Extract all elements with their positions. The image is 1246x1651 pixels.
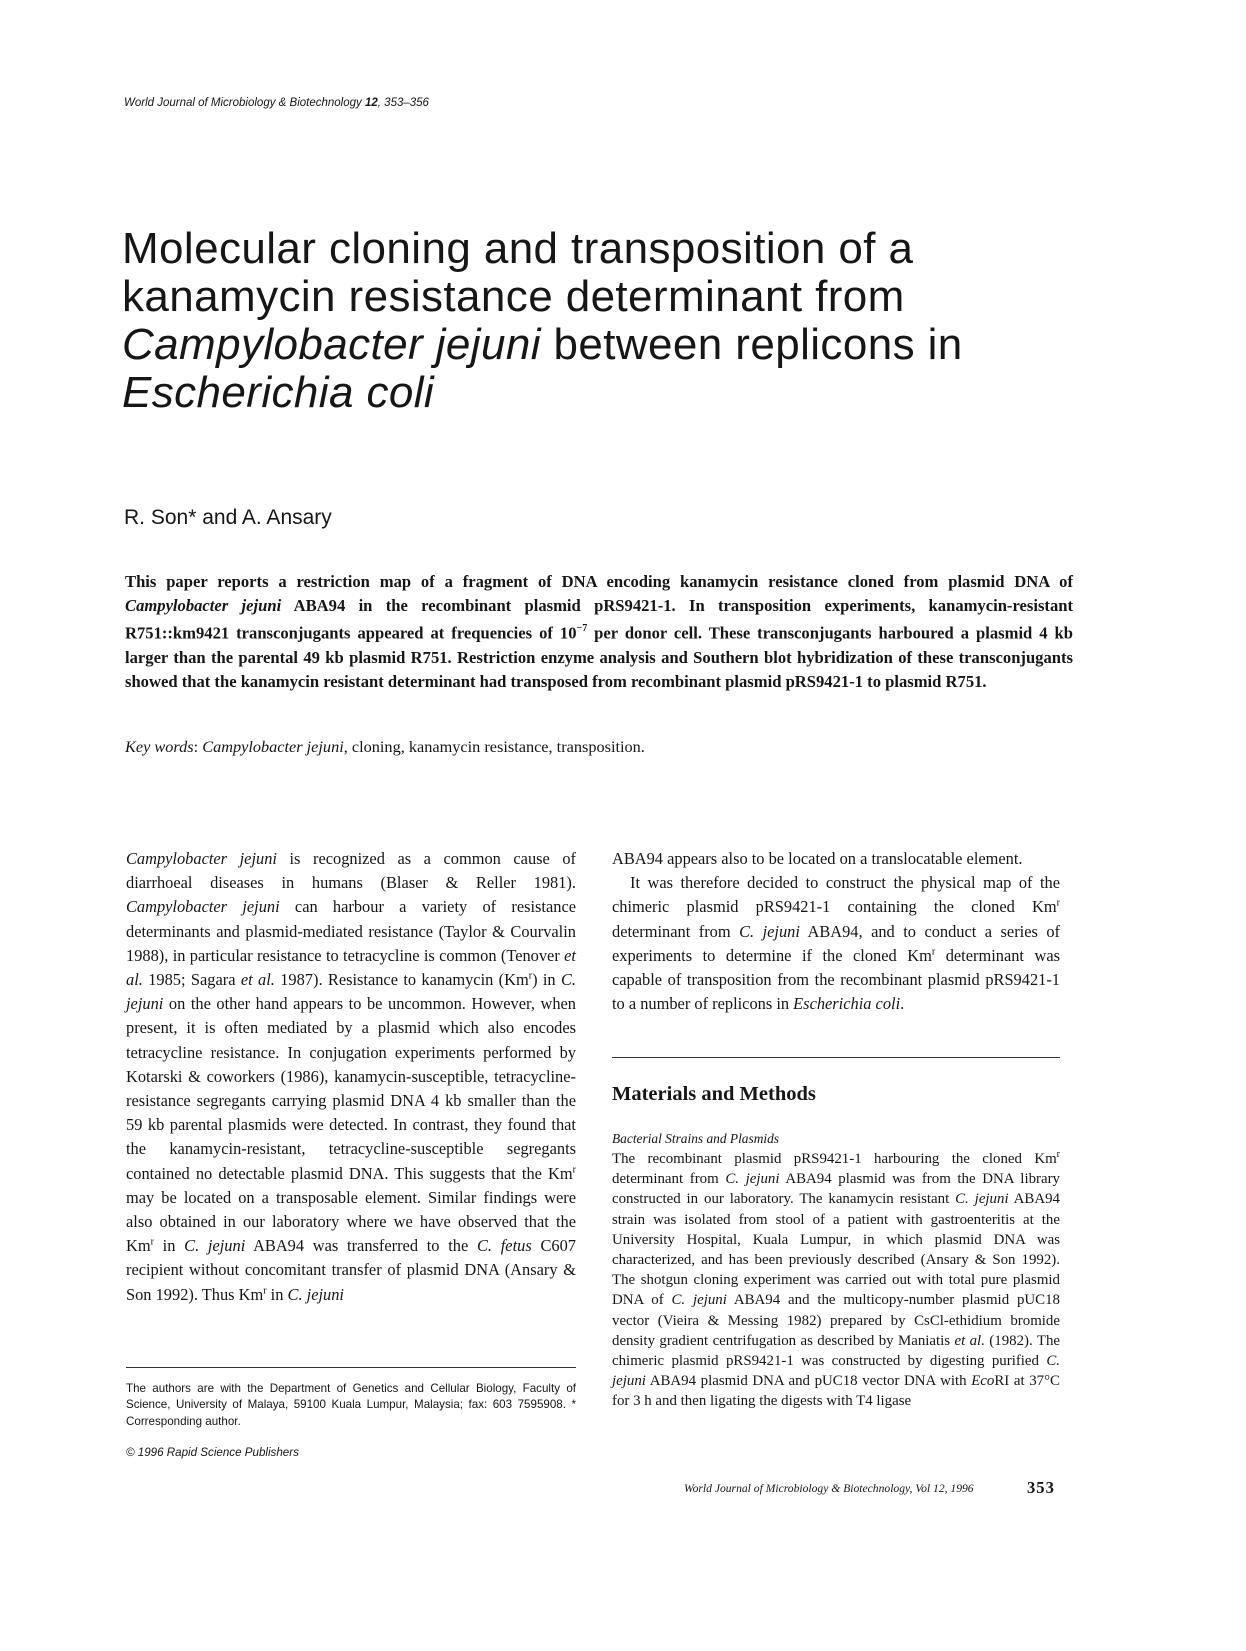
title-line-2: kanamycin resistance determinant from — [122, 272, 905, 321]
introduction-right-column — [612, 847, 1060, 1016]
intro-text: . — [900, 994, 905, 1014]
subsection-heading: Bacterial Strains and Plasmids — [612, 1131, 780, 1146]
keywords-label: Key words — [125, 737, 194, 756]
copyright: © 1996 Rapid Science Publishers — [126, 1446, 299, 1459]
methods-text: ABA94 plasmid DNA and pUC18 vector DNA with — [645, 1373, 972, 1390]
intro-text: C. jejuni — [184, 1236, 246, 1256]
superscript: r — [528, 970, 533, 982]
introduction-left-column — [126, 847, 576, 1307]
methods-text: C. jejuni — [725, 1171, 780, 1188]
methods-text: RI at 37°C for 3 h and then ligating the digests with T4 ligase — [612, 1373, 1060, 1410]
keywords-species: Campylobacter jejuni — [202, 737, 344, 756]
intro-text: ABA94 was transferred to the — [245, 1236, 477, 1256]
methods-text: C. jejuni — [671, 1292, 727, 1309]
intro-text: in — [266, 1284, 288, 1304]
intro-text: C607 recipient without concomitant transfer of plasmid DNA (Ansary & Son 1992). Thus Km — [126, 1236, 576, 1304]
title-line-1: Molecular cloning and transposition of a — [122, 224, 914, 273]
intro-text: 1987). Resistance to kanamycin (Km — [274, 970, 529, 990]
methods-text: The recombinant plasmid pRS9421-1 harbouring the cloned Km — [612, 1151, 1057, 1167]
intro-text: 1985; Sagara — [142, 970, 241, 990]
intro-text: in — [153, 1236, 185, 1256]
intro-text: et al. — [240, 970, 275, 990]
abstract-text: ABA94 in the recombinant plasmid pRS9421-1. In transposition experiments, kanamycin-resistant R751::km9421 transconjugants appeared at frequencies of 10 — [125, 596, 1073, 643]
journal-pages: , 353–356 — [377, 97, 429, 109]
intro-paragraph — [126, 847, 576, 1307]
paper-title — [122, 225, 1122, 417]
intro-paragraph: ABA94 appears also to be located on a translocatable element. — [612, 849, 1023, 868]
abstract-exponent: −7 — [576, 623, 588, 634]
intro-paragraph — [612, 871, 1060, 1016]
intro-text: C. jejuni — [739, 921, 800, 941]
methods-text: Eco — [971, 1373, 995, 1390]
abstract-text: This paper reports a restriction map of a fragment of DNA encoding kanamycin resistance cloned from plasmid DNA of — [125, 572, 1073, 591]
superscript: r — [931, 946, 936, 958]
abstract-species: Campylobacter jejuni — [125, 596, 282, 615]
superscript: r — [263, 1285, 267, 1297]
intro-text: C. fetus — [476, 1236, 532, 1256]
methods-text: ABA94 and the multicopy-number plasmid pUC18 vector (Vieira & Messing 1982) prepared by CsCl-ethidium bromide density gradient centrifugation as described by Maniatis — [612, 1292, 1060, 1349]
intro-text: Campylobacter jejuni — [126, 849, 277, 868]
intro-text: ) in — [532, 970, 561, 990]
superscript: r — [572, 1164, 576, 1176]
methods-text: ABA94 plasmid was from the DNA library constructed in our laboratory. The kanamycin resistant — [612, 1171, 1060, 1208]
page-number: 353 — [1027, 1478, 1055, 1497]
keywords-colon: : — [193, 737, 203, 756]
authors: R. Son* and A. Ansary — [124, 506, 332, 529]
keywords — [125, 737, 1073, 757]
intro-text: Campylobacter jejuni — [126, 897, 280, 917]
methods-text: (1982). The chimeric plasmid pRS9421-1 was constructed by digesting purified — [612, 1332, 1060, 1370]
intro-text: can harbour a variety of resistance determinants and plasmid-mediated resistance (Taylor & Courvalin 1988), in particular resistance to tetracycline is common (Tenover — [126, 897, 577, 965]
intro-text: et al. — [126, 945, 576, 990]
keywords-list: , cloning, kanamycin resistance, transposition. — [343, 737, 645, 756]
superscript: r — [1056, 1149, 1060, 1161]
intro-text: C. jejuni — [287, 1284, 344, 1304]
intro-text: C. jejuni — [126, 970, 576, 1014]
footnote-divider — [126, 1367, 576, 1368]
section-heading: Materials and Methods — [612, 1083, 816, 1105]
page-footer-journal: World Journal of Microbiology & Biotechnology, Vol 12, 1996 — [684, 1482, 974, 1495]
journal-volume: 12 — [365, 97, 378, 109]
intro-text: on the other hand appears to be uncommon. However, when present, it is often mediated by a plasmid which also encodes tetracycline resistance. In conjugation experiments performed by Kotarski & coworkers (1986), kanamycin-susceptible, tetracycline-resistance segregants carrying plasmid DNA 4 kb smaller than the 59 kb parental plasmids were detected. In contrast, they found that the kanamycin-resistant, tetracycline-susceptible segregants contained no detectable plasmid DNA. This suggests that the Km — [126, 994, 576, 1183]
abstract — [125, 570, 1073, 694]
intro-text: determinant was capable of transposition from the recombinant plasmid pRS9421-1 to a number of replicons in — [612, 945, 1060, 1014]
superscript: r — [1056, 897, 1060, 909]
intro-text: ABA94, and to conduct a series of experiments to determine if the cloned Km — [612, 921, 1060, 965]
intro-text: may be located on a transposable element. Similar findings were also obtained in our laboratory where we have observed that the Km — [126, 1187, 576, 1256]
abstract-text: per donor cell. These transconjugants harboured a plasmid 4 kb larger than the parental 49 kb plasmid R751. Restriction enzyme analysis and Southern blot hybridization of these transconjugants showed that the kanamycin resistant determinant had transposed from recombinant plasmid pRS9421-1 to plasmid R751. — [125, 623, 1074, 691]
methods-text: C. jejuni — [955, 1191, 1009, 1208]
journal-name: World Journal of Microbiology & Biotechnology — [124, 97, 362, 109]
intro-text: determinant from — [612, 921, 740, 941]
methods-text: C. jejuni — [612, 1353, 1060, 1390]
title-species-2: Escherichia coli — [122, 368, 435, 417]
methods-text: determinant from — [612, 1171, 726, 1188]
title-line-3: between replicons in — [540, 320, 963, 369]
section-divider — [612, 1057, 1060, 1058]
title-species-1: Campylobacter jejuni — [122, 320, 541, 369]
intro-text: Escherichia coli — [793, 994, 901, 1014]
intro-text: is recognized as a common cause of diarrhoeal diseases in humans (Blaser & Reller 1981). — [126, 849, 577, 893]
methods-paragraph — [612, 1149, 1060, 1412]
methods-text: et al. — [954, 1332, 985, 1349]
methods-text: ABA94 strain was isolated from stool of a patient with gastroenteritis at the University Hospital, Kuala Lumpur, in which plasmid DNA was characterized, and has been previously described (Ansary & Son 1992). The shotgun cloning experiment was carried out with total pure plasmid DNA of — [612, 1191, 1060, 1309]
journal-header — [124, 97, 429, 109]
intro-text: It was therefore decided to construct the physical map of the chimeric plasmid pRS9421-1 containing the cloned Km — [612, 873, 1060, 917]
author-affiliation: The authors are with the Department of Genetics and Cellular Biology, Faculty of Science, University of Malaya, 59100 Kuala Lumpur, Malaysia; fax: 603 7595908. * Corresponding author. — [126, 1382, 576, 1428]
superscript: r — [150, 1236, 154, 1248]
